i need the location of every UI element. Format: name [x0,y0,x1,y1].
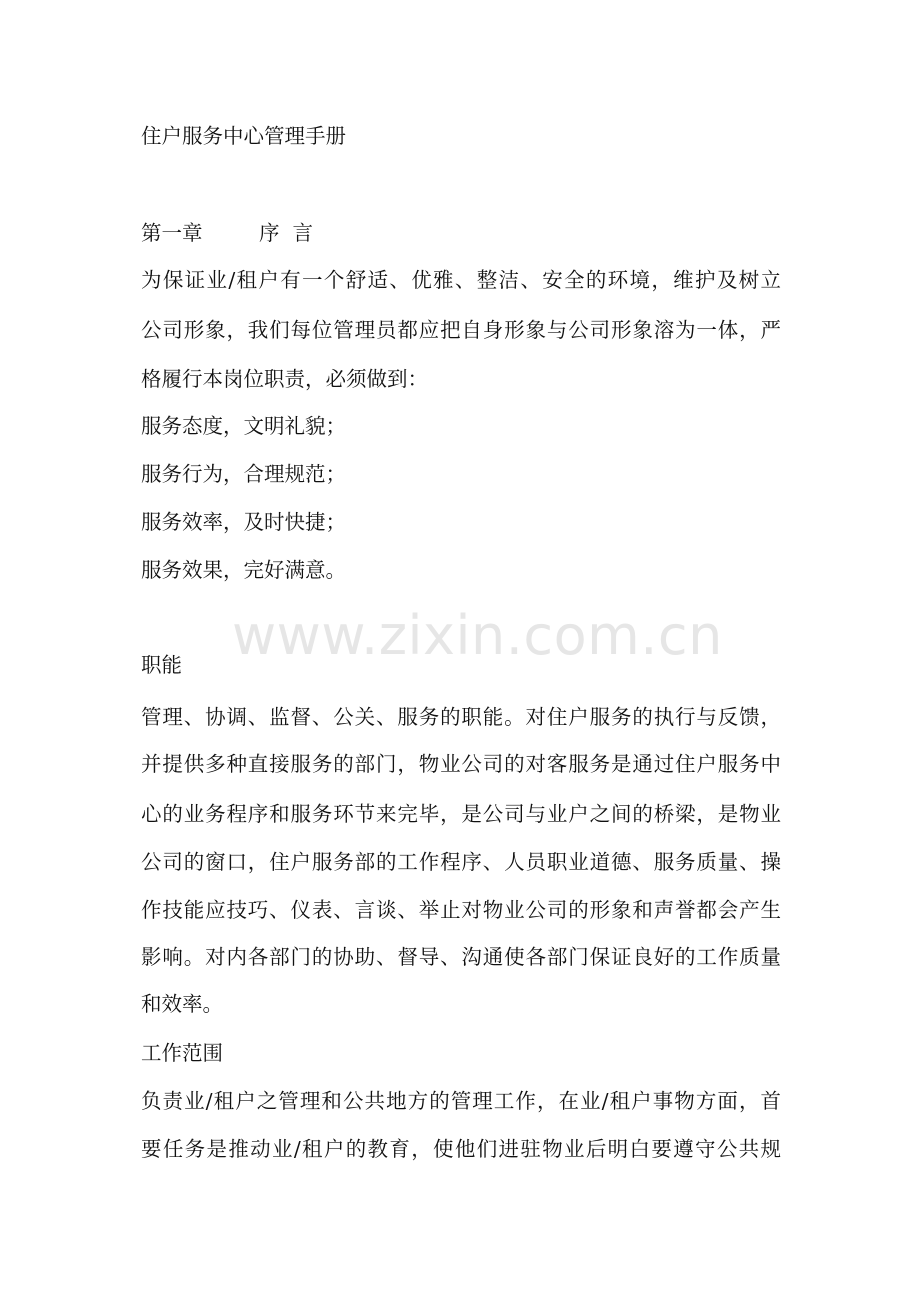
scope-line: 负责业/租户之管理和公共地方的管理工作，在业/租户事物方面，首 [141,1089,781,1113]
principle-item: 服务行为，合理规范； [141,462,346,486]
functions-line: 作技能应技巧、仪表、言谈、举止对物业公司的形象和声誉都会产生 [141,898,781,922]
chapter-heading [141,218,781,248]
intro-line: 为保证业/租户有一个舒适、优雅、整洁、安全的环境，维护及树立 [141,268,781,292]
scope-line: 要任务是推动业/租户的教育，使他们进驻物业后明白要遵守公共规 [141,1137,781,1161]
functions-heading: 职能 [141,653,182,677]
chapter-number: 第一章 [141,221,203,245]
functions-line: 管理、协调、监督、公关、服务的职能。对住户服务的执行与反馈， [141,705,781,729]
watermark: www.zixin.com.cn [232,604,723,667]
principle-item: 服务态度，文明礼貌； [141,414,346,438]
chapter-name: 序 言 [259,221,314,245]
principle-item: 服务效率，及时快捷； [141,510,346,534]
functions-line: 和效率。 [141,992,223,1016]
intro-line: 格履行本岗位职责，必须做到： [141,367,428,391]
functions-line: 心的业务程序和服务环节来完毕，是公司与业户之间的桥梁，是物业 [141,802,781,826]
functions-line: 影响。对内各部门的协助、督导、沟通使各部门保证良好的工作质量 [141,945,781,969]
functions-line: 公司的窗口，住户服务部的工作程序、人员职业道德、服务质量、操 [141,850,781,874]
intro-line: 公司形象，我们每位管理员都应把自身形象与公司形象溶为一体，严 [141,318,781,342]
document-title: 住户服务中心管理手册 [141,124,346,148]
scope-heading: 工作范围 [141,1041,223,1065]
principle-item: 服务效果，完好满意。 [141,558,346,582]
functions-line: 并提供多种直接服务的部门，物业公司的对客服务是通过住户服务中 [141,752,781,776]
